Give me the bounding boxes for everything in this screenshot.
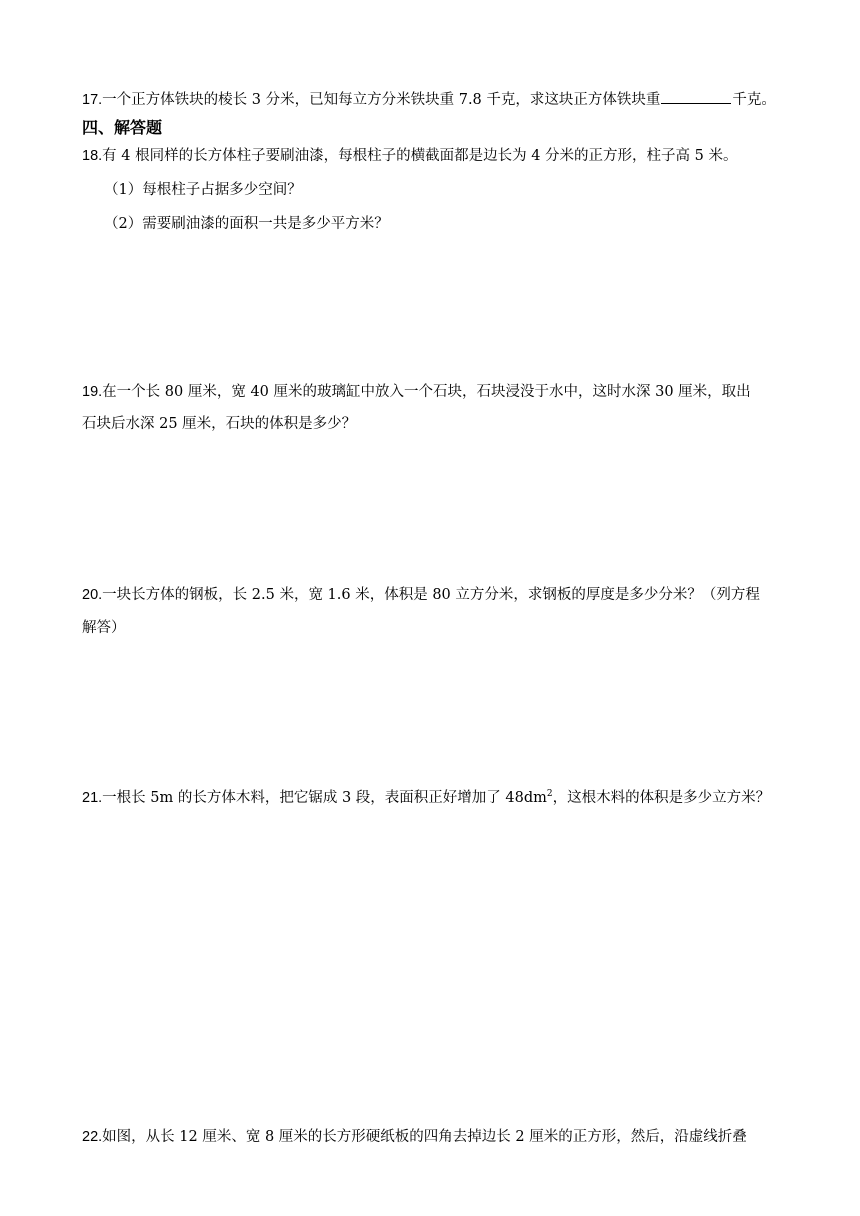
answer-blank[interactable] [661, 89, 731, 104]
question-20-continued: 解答） [82, 620, 126, 636]
question-22 [82, 1127, 747, 1147]
question-text: 一块长方体的钢板，长 2.5 米，宽 1.6 米，体积是 80 立方分米，求钢板的厚度是多少分米？（列方程 [102, 587, 760, 603]
question-number: 17. [82, 92, 103, 108]
question-text: 在一个长 80 厘米，宽 40 厘米的玻璃缸中放入一个石块，石块浸没于水中，这时水深 30 厘米，取出 [102, 384, 751, 400]
question-20 [82, 585, 760, 605]
question-number: 22. [82, 1129, 103, 1145]
superscript: 2 [546, 789, 553, 800]
question-number: 18. [82, 148, 103, 164]
question-text: 有 4 根同样的长方体柱子要刷油漆，每根柱子的横截面都是边长为 4 分米的正方形，柱子高 5 米。 [102, 148, 738, 164]
question-18-part-1: （1）每根柱子占据多少空间？ [104, 182, 302, 198]
question-text: 一个正方体铁块的棱长 3 分米，已知每立方分米铁块重 7.8 千克，求这块正方体铁块重 [102, 92, 661, 108]
section-heading: 四、解答题 [82, 118, 163, 137]
question-text: 如图，从长 12 厘米、宽 8 厘米的长方形硬纸板的四角去掉边长 2 厘米的正方形，然后，沿虚线折叠 [102, 1129, 747, 1145]
question-18 [82, 146, 738, 166]
question-19-continued: 石块后水深 25 厘米，石块的体积是多少？ [82, 416, 357, 432]
question-21 [82, 788, 770, 808]
question-text: 一根长 5m 的长方体木料，把它锯成 3 段，表面积正好增加了 48dm [102, 790, 547, 806]
question-number: 19. [82, 384, 103, 400]
question-text-suffix: ，这根木料的体积是多少立方米？ [552, 790, 771, 806]
question-text-suffix: 千克。 [732, 92, 776, 108]
question-18-part-2: （2）需要刷油漆的面积一共是多少平方米？ [104, 216, 389, 232]
question-number: 21. [82, 790, 103, 806]
question-19 [82, 382, 751, 402]
question-number: 20. [82, 587, 103, 603]
question-17 [82, 89, 776, 110]
